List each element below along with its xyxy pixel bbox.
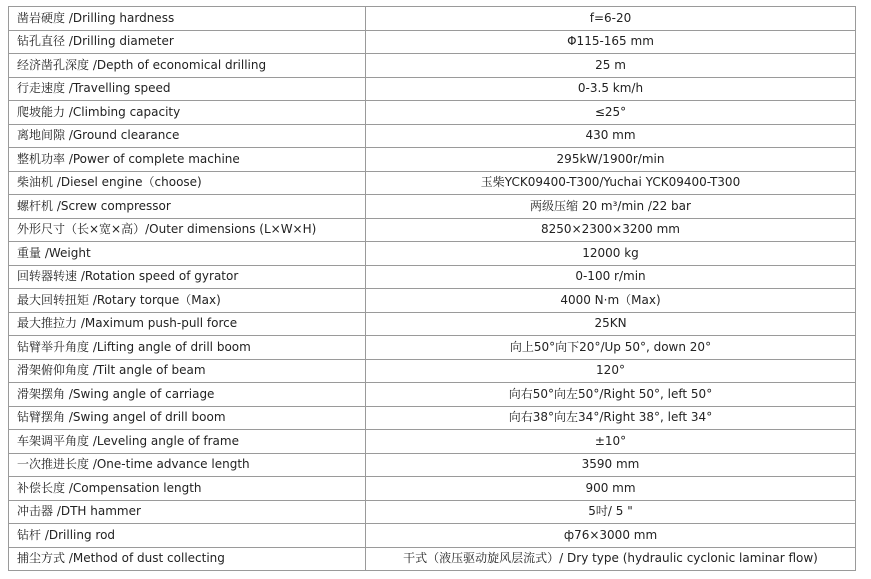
value-cell: 25KN (366, 312, 856, 336)
value-cell: ≤25° (366, 101, 856, 125)
param-cell: 凿岩硬度 /Drilling hardness (9, 7, 366, 31)
param-cell: 钻杆 /Drilling rod (9, 524, 366, 548)
param-cell: 离地间隙 /Ground clearance (9, 124, 366, 148)
value-cell: f=6-20 (366, 7, 856, 31)
param-cell: 钻臂举升角度 /Lifting angle of drill boom (9, 336, 366, 360)
param-cell: 回转器转速 /Rotation speed of gyrator (9, 265, 366, 289)
param-cell: 钻臂摆角 /Swing angel of drill boom (9, 406, 366, 430)
table-row (9, 77, 856, 101)
table-row (9, 54, 856, 78)
param-cell: 车架调平角度 /Leveling angle of frame (9, 430, 366, 454)
table-row (9, 500, 856, 524)
param-cell: 重量 /Weight (9, 242, 366, 266)
table-row (9, 359, 856, 383)
value-cell: ф76×3000 mm (366, 524, 856, 548)
table-row (9, 148, 856, 172)
param-cell: 外形尺寸（长×宽×高）/Outer dimensions (L×W×H) (9, 218, 366, 242)
value-cell: 向上50°向下20°/Up 50°, down 20° (366, 336, 856, 360)
param-cell: 冲击器 /DTH hammer (9, 500, 366, 524)
param-cell: 经济凿孔深度 /Depth of economical drilling (9, 54, 366, 78)
param-cell: 行走速度 /Travelling speed (9, 77, 366, 101)
param-cell: 最大回转扭矩 /Rotary torque（Max) (9, 289, 366, 313)
table-row (9, 171, 856, 195)
specifications-table (8, 6, 856, 571)
value-cell: 120° (366, 359, 856, 383)
table-row (9, 218, 856, 242)
value-cell: 向右50°向左50°/Right 50°, left 50° (366, 383, 856, 407)
value-cell: 玉柴YCK09400-T300/Yuchai YCK09400-T300 (366, 171, 856, 195)
param-cell: 钻孔直径 /Drilling diameter (9, 30, 366, 54)
param-cell: 最大推拉力 /Maximum push-pull force (9, 312, 366, 336)
param-cell: 滑架俯仰角度 /Tilt angle of beam (9, 359, 366, 383)
table-row (9, 547, 856, 571)
value-cell: 295kW/1900r/min (366, 148, 856, 172)
value-cell: 25 m (366, 54, 856, 78)
value-cell: 8250×2300×3200 mm (366, 218, 856, 242)
table-row (9, 124, 856, 148)
value-cell: 向右38°向左34°/Right 38°, left 34° (366, 406, 856, 430)
table-row (9, 195, 856, 219)
value-cell: 干式（液压驱动旋风层流式）/ Dry type (hydraulic cyclonic laminar flow) (366, 547, 856, 571)
value-cell: 3590 mm (366, 453, 856, 477)
table-row (9, 289, 856, 313)
table-row (9, 453, 856, 477)
table-row (9, 312, 856, 336)
value-cell: 两级压缩 20 m³/min /22 bar (366, 195, 856, 219)
param-cell: 柴油机 /Diesel engine（choose) (9, 171, 366, 195)
table-row (9, 242, 856, 266)
specifications-table-body (9, 7, 856, 571)
table-row (9, 406, 856, 430)
value-cell: 0-100 r/min (366, 265, 856, 289)
value-cell: 4000 N·m（Max) (366, 289, 856, 313)
table-row (9, 430, 856, 454)
table-row (9, 30, 856, 54)
param-cell: 捕尘方式 /Method of dust collecting (9, 547, 366, 571)
table-row (9, 7, 856, 31)
value-cell: 900 mm (366, 477, 856, 501)
table-row (9, 101, 856, 125)
param-cell: 补偿长度 /Compensation length (9, 477, 366, 501)
table-row (9, 477, 856, 501)
value-cell: 5吋/ 5 " (366, 500, 856, 524)
table-row (9, 265, 856, 289)
value-cell: ±10° (366, 430, 856, 454)
value-cell: 0-3.5 km/h (366, 77, 856, 101)
table-row (9, 524, 856, 548)
param-cell: 螺杆机 /Screw compressor (9, 195, 366, 219)
value-cell: Φ115-165 mm (366, 30, 856, 54)
param-cell: 一次推进长度 /One-time advance length (9, 453, 366, 477)
param-cell: 爬坡能力 /Climbing capacity (9, 101, 366, 125)
value-cell: 12000 kg (366, 242, 856, 266)
param-cell: 整机功率 /Power of complete machine (9, 148, 366, 172)
value-cell: 430 mm (366, 124, 856, 148)
table-row (9, 383, 856, 407)
table-row (9, 336, 856, 360)
param-cell: 滑架摆角 /Swing angle of carriage (9, 383, 366, 407)
